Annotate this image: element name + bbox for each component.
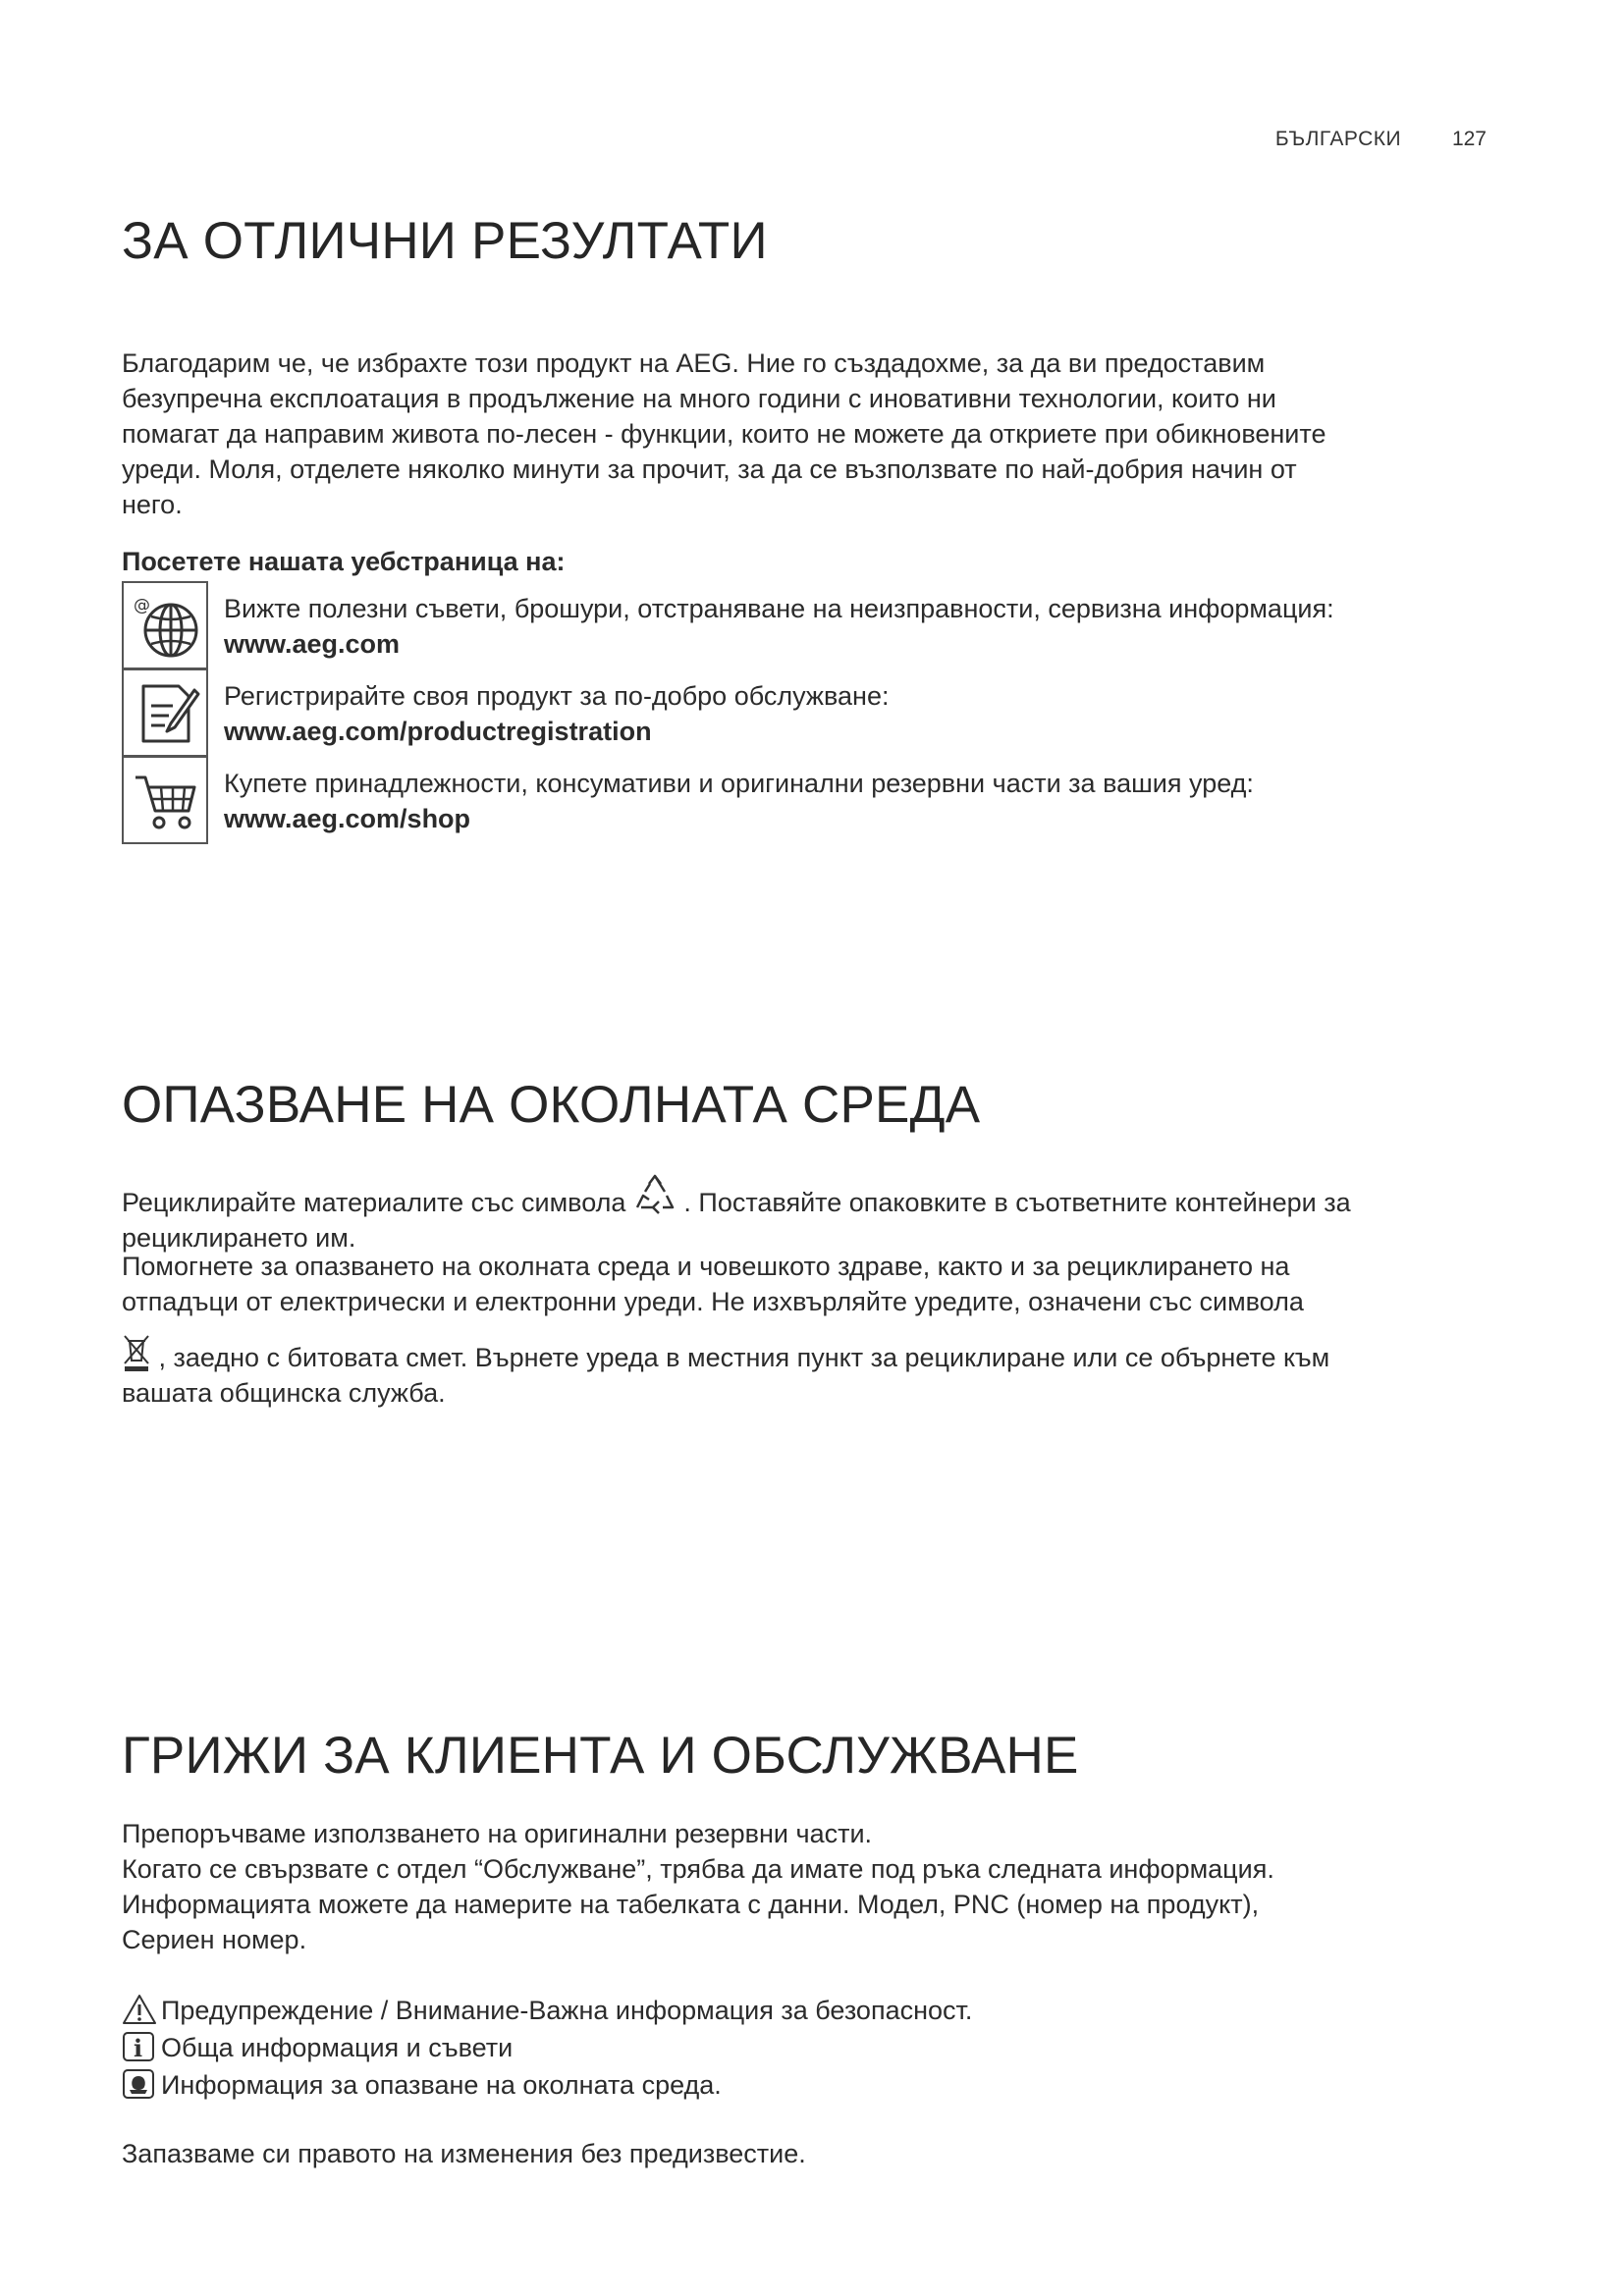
intro-line: него.: [122, 490, 183, 519]
shopping-cart-icon: [122, 756, 208, 844]
legend-environment-text: Информация за опазване на околната среда.: [161, 2070, 722, 2100]
results-title: ЗА ОТЛИЧНИ РЕЗУЛТАТИ: [122, 212, 768, 270]
registration-icon: [122, 668, 208, 757]
page-number: 127: [1451, 128, 1487, 150]
link-url-website[interactable]: www.aeg.com: [224, 629, 401, 659]
care-line: Сериен номер.: [122, 1925, 307, 1954]
visit-label: Посетете нашата уебстраница на:: [122, 547, 566, 576]
legend-environment: [122, 2067, 722, 2103]
weee-text-line1: Помогнете за опазването на околната среда и човешкото здраве, както и за рециклирането на: [122, 1252, 1290, 1281]
legend-info: [122, 2030, 513, 2065]
care-line: Препоръчваме използването на оригинални резервни части.: [122, 1819, 873, 1848]
care-line: Информацията можете да намерите на табелката с данни. Модел, PNC (номер на продукт),: [122, 1890, 1260, 1919]
environment-paragraph-2: [122, 1249, 1496, 1411]
warning-icon: [122, 1994, 157, 2025]
link-description: Вижте полезни съвети, брошури, отстраняване на неизправности, сервизна информация:: [224, 594, 1334, 623]
environment-icon: [122, 2068, 157, 2100]
globe-icon: [122, 581, 208, 669]
link-row-website: [122, 581, 1516, 671]
legend-info-text: Обща информация и съвети: [161, 2033, 514, 2062]
link-url-shop[interactable]: www.aeg.com/shop: [224, 804, 471, 833]
link-url-registration[interactable]: www.aeg.com/productregistration: [224, 717, 652, 746]
environment-title: ОПАЗВАНЕ НА ОКОЛНАТА СРЕДА: [122, 1076, 981, 1134]
info-icon: [122, 2031, 157, 2062]
footer-note: Запазваме си правото на изменения без предизвестие.: [122, 2139, 806, 2168]
intro-line: Благодарим че, че избрахте този продукт на AEG. Ние го създадохме, за да ви предоставим: [122, 348, 1266, 378]
legend-warning-text: Предупреждение / Внимание-Важна информация за безопасност.: [161, 1996, 973, 2025]
page-header: [1275, 128, 1487, 151]
weee-text-line4: вашата общинска служба.: [122, 1378, 446, 1408]
link-row-shop: [122, 756, 1516, 846]
link-description: Купете принадлежности, консумативи и оригинални резервни части за вашия уред:: [224, 769, 1254, 798]
intro-line: помагат да направим живота по-лесен - функции, които не можете да откриете при обикновените: [122, 419, 1326, 449]
weee-text-line2: отпадъци от електрически и електронни уреди. Не изхвърляйте уредите, означени със символа: [122, 1287, 1304, 1316]
customer-care-title: ГРИЖИ ЗА КЛИЕНТА И ОБСЛУЖВАНЕ: [122, 1727, 1079, 1785]
care-line: Когато се свързвате с отдел “Обслужване”, трябва да имате под ръка следната информация.: [122, 1854, 1274, 1884]
link-row-registration: [122, 668, 1516, 759]
link-description: Регистрирайте своя продукт за по-добро обслужване:: [224, 681, 890, 711]
weee-text-line3: , заедно с битовата смет. Върнете уреда в местния пункт за рециклиране или се обърнете към: [158, 1343, 1330, 1372]
language-label: БЪЛГАРСКИ: [1274, 128, 1402, 150]
intro-line: безупречна експлоатация в продължение на много години с иновативни технологии, които ни: [122, 384, 1276, 413]
recycle-text-before: Рециклирайте материалите със символа: [122, 1188, 626, 1217]
legend-warning: [122, 1993, 972, 2028]
recycle-text-after: . Поставяйте опаковките в съответните контейнери за: [683, 1188, 1351, 1217]
environment-paragraph-1: [122, 1174, 1496, 1255]
customer-care-paragraph: [122, 1816, 1496, 1957]
svg-text:i: i: [134, 2034, 143, 2062]
recycle-text-line2: рециклирането им.: [122, 1223, 356, 1253]
results-intro: [122, 346, 1496, 522]
recycle-icon: [633, 1174, 677, 1217]
svg-text:@: @: [134, 596, 150, 615]
intro-line: уреди. Моля, отделете няколко минути за прочит, за да се възползвате по най-добрия начин от: [122, 454, 1297, 484]
crossed-bin-icon: [122, 1333, 151, 1372]
